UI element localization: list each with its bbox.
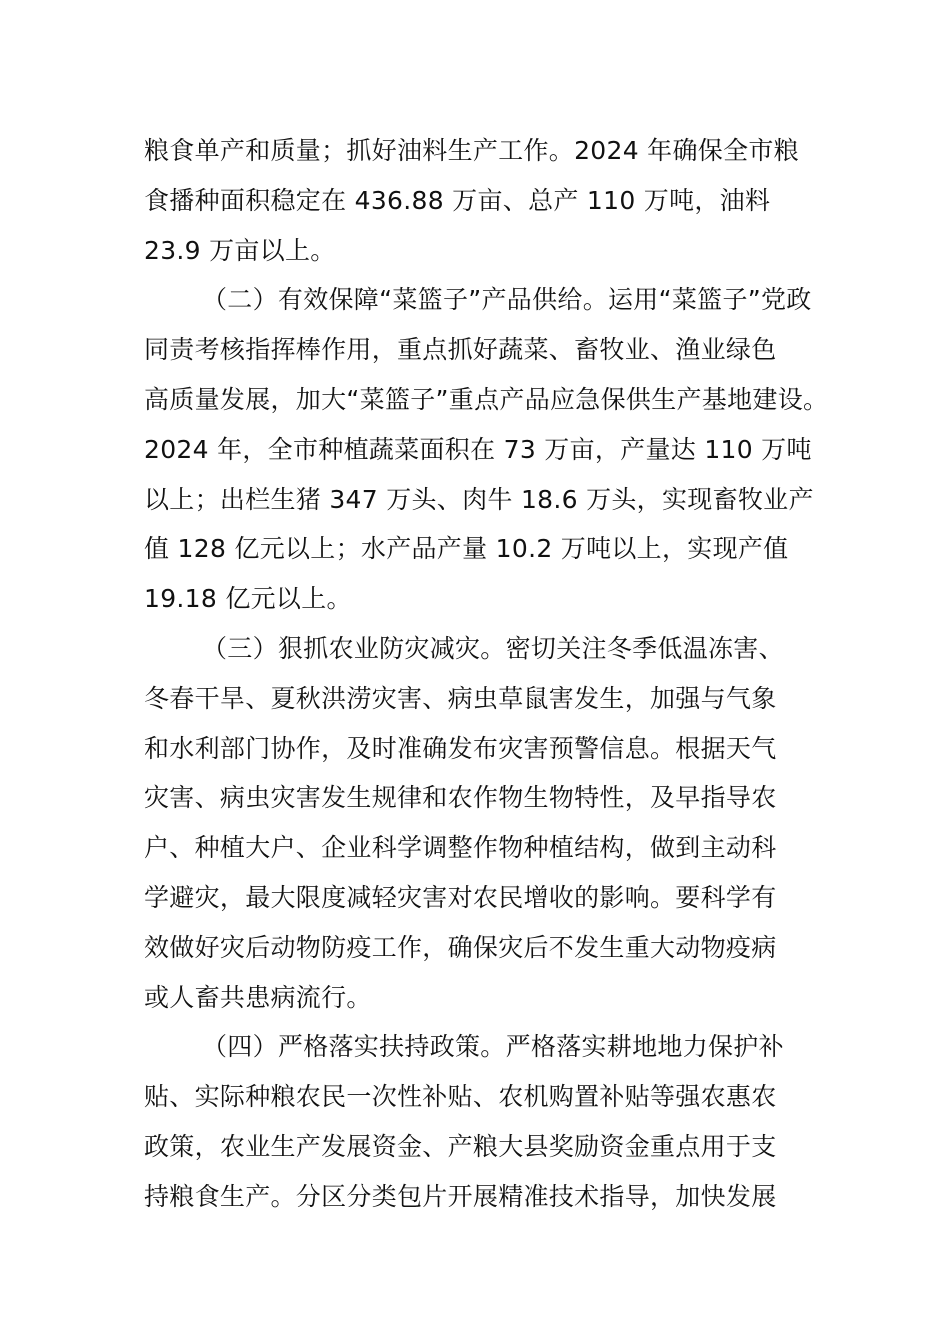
- text-line: 值 128 亿元以上；水产品产量 10.2 万吨以上，实现产值: [144, 534, 789, 564]
- text-line: 23.9 万亩以上。: [144, 235, 336, 265]
- text-line: （二）有效保障“菜篮子”产品供给。运用“菜篮子”党政: [202, 285, 812, 315]
- text-line: 食播种面积稳定在 436.88 万亩、总产 110 万吨，油料: [144, 185, 771, 215]
- text-line: 贴、实际种粮农民一次性补贴、农机购置补贴等强农惠农: [144, 1082, 777, 1112]
- text-line: 持粮食生产。分区分类包片开展精准技术指导，加快发展: [144, 1181, 777, 1211]
- text-line: 政策，农业生产发展资金、产粮大县奖励资金重点用于支: [144, 1131, 777, 1161]
- text-line: 同责考核指挥棒作用，重点抓好蔬菜、畜牧业、渔业绿色: [144, 335, 777, 365]
- text-line: （四）严格落实扶持政策。严格落实耕地地力保护补: [202, 1032, 784, 1062]
- text-line: 效做好灾后动物防疫工作，确保灾后不发生重大动物疫病: [144, 932, 777, 962]
- text-line: 以上；出栏生猪 347 万头、肉牛 18.6 万头，实现畜牧业产: [144, 484, 814, 514]
- text-line: 或人畜共患病流行。: [144, 982, 372, 1012]
- text-line: 和水利部门协作，及时准确发布灾害预警信息。根据天气: [144, 733, 777, 763]
- text-line: 19.18 亿元以上。: [144, 584, 352, 614]
- text-line: 2024 年，全市种植蔬菜面积在 73 万亩，产量达 110 万吨: [144, 434, 812, 464]
- text-line: 粮食单产和质量；抓好油料生产工作。2024 年确保全市粮: [144, 136, 799, 165]
- text-line: 户、种植大户、企业科学调整作物种植结构，做到主动科: [144, 833, 777, 863]
- text-line: 学避灾，最大限度减轻灾害对农民增收的影响。要科学有: [144, 882, 777, 912]
- text-line: 高质量发展，加大“菜篮子”重点产品应急保供生产基地建设。: [144, 384, 829, 414]
- text-line: （三）狠抓农业防灾减灾。密切关注冬季低温冻害、: [202, 633, 784, 663]
- text-line: 灾害、病虫灾害发生规律和农作物生物特性，及早指导农: [144, 783, 777, 813]
- document-body: [144, 126, 829, 1222]
- text-line: 冬春干旱、夏秋洪涝灾害、病虫草鼠害发生，加强与气象: [144, 683, 777, 713]
